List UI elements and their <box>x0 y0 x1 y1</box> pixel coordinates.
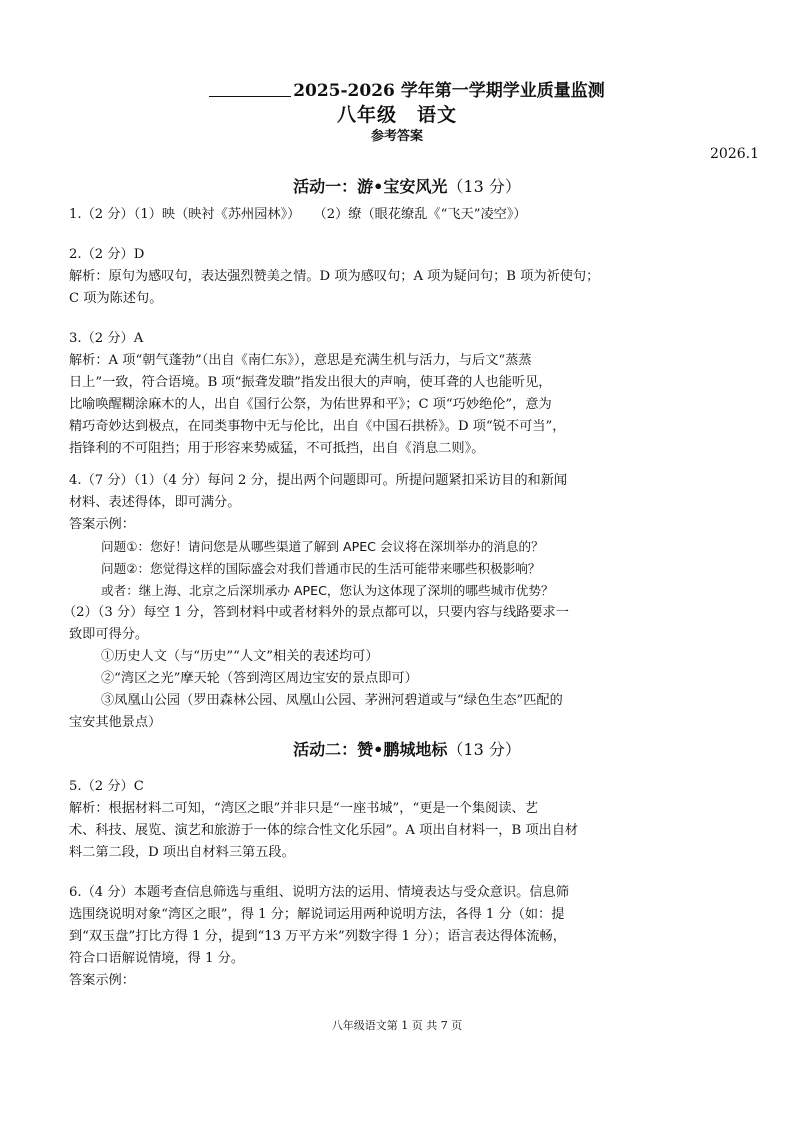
activity-2-title: 活动二：赞•鹏城地标 <box>293 740 448 759</box>
q4-line: ①历史人文（与“历史”“人文”相关的表述均可） <box>101 649 379 664</box>
page-footer: 八年级语文第 1 页 共 7 页 <box>331 1019 463 1032</box>
q4-line: 宝安其他景点） <box>69 715 162 730</box>
activity-1-title: 活动一：游•宝安风光 <box>293 177 448 196</box>
q3-line: 精巧奇妙达到极点，在同类事物中无与伦比，出自《中国石拱桥》。D 项“锐不可当”， <box>69 419 566 434</box>
q5-line: 术、科技、展览、演艺和旅游于一体的综合性文化乐园”。A 项出自材料一，B 项出自材 <box>69 823 579 838</box>
doc-type: 参考答案 <box>370 129 423 144</box>
q6-line: 到“双玉盘”打比方得 1 分，提到“13 万平方米”列数字得 1 分）；语言表达得体流畅， <box>69 929 566 944</box>
activity-1-score: （13 分） <box>447 177 521 196</box>
q4-line: ③凤凰山公园（罗田森林公园、凤凰山公园、茅洲河碧道或与“绿色生态”匹配的 <box>101 693 563 708</box>
question-5 <box>69 776 729 864</box>
question-6 <box>69 882 729 992</box>
exam-date: 2026.1 <box>710 146 759 162</box>
q4-line: ②“湾区之光”摩天轮（答到湾区周边宝安的景点即可） <box>101 671 418 686</box>
q2-line: 解析：原句为感叹句，表达强烈赞美之情。D 项为感叹句；A 项为疑问句；B 项为祈使句； <box>69 269 600 284</box>
q2-line: C 项为陈述句。 <box>69 291 163 306</box>
q4-line: 答案示例： <box>69 517 135 532</box>
q5-line: 5.（2 分）C <box>69 779 144 794</box>
q5-line: 料二第二段，D 项出自材料三第五段。 <box>69 845 295 860</box>
q1-line: 1.（2 分）（1）映（映衬《苏州园林》） （2）缭（眼花缭乱《“飞天”凌空》） <box>69 207 527 222</box>
q6-line: 答案示例： <box>69 973 135 988</box>
q4-line: 材料、表述得体，即可满分。 <box>69 495 241 510</box>
q2-line: 2.（2 分）D <box>69 247 145 262</box>
grade-subject: 八年级 语文 <box>336 104 457 126</box>
q3-line: 比喻唤醒糊涂麻木的人，出自《国行公祭，为佑世界和平》；C 项“巧妙绝伦”，意为 <box>69 397 552 412</box>
q4-example-line: 问题②：您觉得这样的国际盛会对我们普通市民的生活可能带来哪些积极影响？ <box>101 561 541 576</box>
question-4 <box>63 470 729 734</box>
q3-line: 日上”一致，符合语境。B 项“振聋发聩”指发出很大的声响，使耳聋的人也能听见， <box>69 375 552 390</box>
school-name-blank <box>209 82 291 97</box>
q4-line: （2）（3 分）每空 1 分，答到材料中或者材料外的景点都可以，只要内容与线路要求一 <box>63 605 569 620</box>
q4-example-line: 问题①：您好！请问您是从哪些渠道了解到 APEC 会议将在深圳举办的消息的？ <box>101 539 544 554</box>
exam-title-text: 2025-2026 学年第一学期学业质量监测 <box>293 81 605 101</box>
question-2 <box>69 244 729 310</box>
q6-line: 6.（4 分）本题考查信息筛选与重组、说明方法的运用、情境表达与受众意识。信息筛 <box>69 885 569 900</box>
q4-example-line: 或者：继上海、北京之后深圳承办 APEC，您认为这体现了深圳的哪些城市优势？ <box>101 583 554 598</box>
exam-title <box>0 76 794 101</box>
q6-line: 符合口语解说情境，得 1 分。 <box>69 951 245 966</box>
q4-line: 致即可得分。 <box>69 627 149 642</box>
activity-2-score: （13 分） <box>447 740 521 759</box>
question-3 <box>69 328 729 460</box>
q3-line: 3.（2 分）A <box>69 331 144 346</box>
q3-line: 解析：A 项“朝气蓬勃”（出自《南仁东》），意思是充满生机与活力，与后文“蒸蒸 <box>69 353 532 368</box>
q6-line: 选围绕说明对象“湾区之眼”，得 1 分；解说词运用两种说明方法，各得 1 分（如：提 <box>69 907 565 922</box>
q4-line: 4.（7 分）（1）（4 分）每问 2 分，提出两个问题即可。所提问题紧扣采访目的和新闻 <box>69 473 568 488</box>
q5-line: 解析：根据材料二可知，“湾区之眼”并非只是“一座书城”，“更是一个集阅读、艺 <box>69 801 538 816</box>
activity-1-heading <box>0 174 794 197</box>
question-1 <box>69 204 729 226</box>
q3-line: 指锋利的不可阻挡；用于形容来势威猛，不可抵挡，出自《消息二则》。 <box>69 441 485 456</box>
activity-2-heading <box>0 737 794 760</box>
